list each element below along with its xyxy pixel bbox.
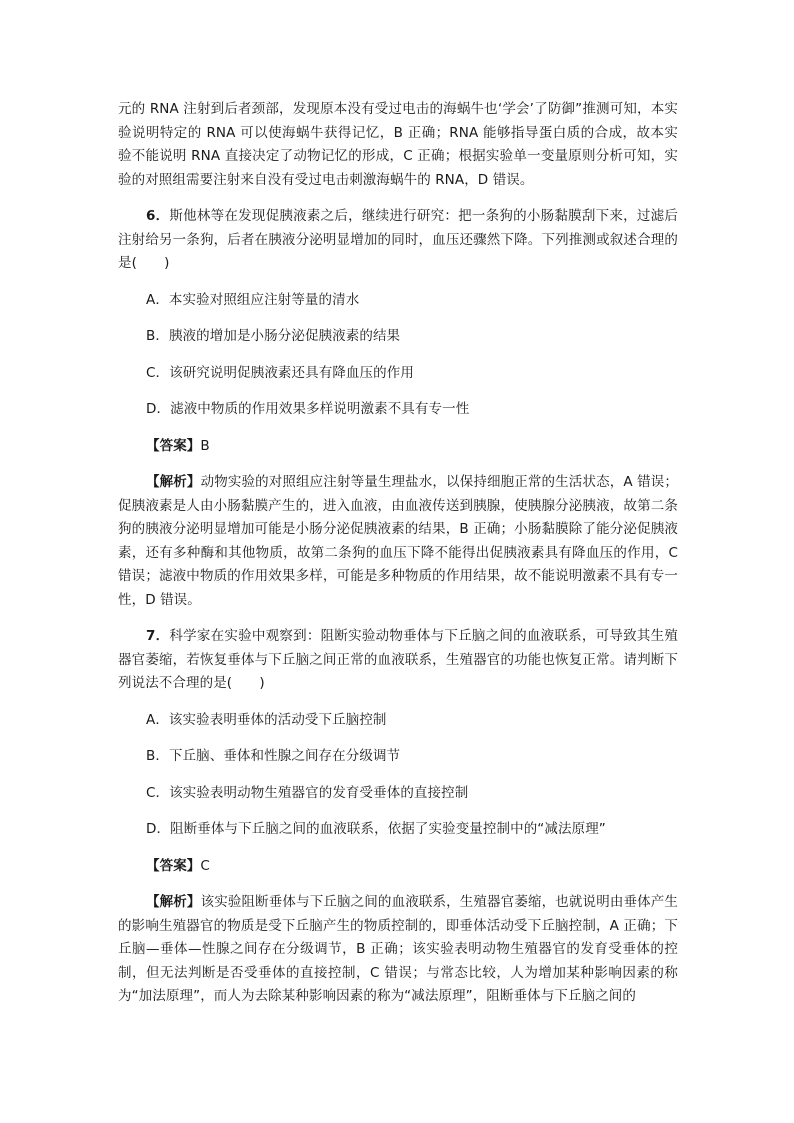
question-7-text: 科学家在实验中观察到：阻断实验动物垂体与下丘脑之间的血液联系，可导致其生殖器官萎缩，若恢复垂体与下丘脑之间正常的血液联系，生殖器官的功能也恢复正常。请判断下列说法不合理的是( ) xyxy=(118,628,679,691)
question-6-analysis xyxy=(118,471,678,612)
document-body xyxy=(118,98,678,1009)
question-6-text: 斯他林等在发现促胰液素之后，继续进行研究：把一条狗的小肠黏膜刮下来，过滤后注射给另一条狗，后者在胰液分泌明显增加的同时，血压还骤然下降。下列推测或叙述合理的是( ) xyxy=(118,208,679,271)
analysis-label: 【解析】 xyxy=(146,894,201,910)
question-7-option-a: A．该实验表明垂体的活动受下丘脑控制 xyxy=(146,711,387,728)
question-6-option-a: A．本实验对照组应注射等量的清水 xyxy=(146,291,360,308)
intro-paragraph: 元的 RNA 注射到后者颈部，发现原本没有受过电击的海蜗牛也‘学会’了防御”推测可知，本实验说明特定的 RNA 可以使海蜗牛获得记忆，B 正确；RNA 能够指导蛋白质的合成，故本实验不能说明 RNA 直接决定了动物记忆的形成，C 正确；根据实验单一变量原则分析可知，实验的对照组需要注射来自没有受过电击刺激海蜗牛的 RNA，D 错误。 xyxy=(118,101,678,188)
answer-value: B xyxy=(200,437,210,454)
question-6-option-d: D．滤液中物质的作用效果多样说明激素不具有专一性 xyxy=(146,401,470,417)
question-7-number: 7． xyxy=(146,628,170,644)
answer-label: 【答案】 xyxy=(146,857,201,874)
question-6-option-c: C．该研究说明促胰液素还具有降血压的作用 xyxy=(146,364,414,381)
analysis-text: 动物实验的对照组应注射等量生理盐水，以保持细胞正常的生活状态，A 错误；促胰液素是人由小肠黏膜产生的，进入血液，由血液传送到胰腺，使胰腺分泌胰液，故第二条狗的胰液分泌明显增加可能是小肠分泌促胰液素的结果，B 正确；小肠黏膜除了能分泌促胰液素，还有多种酶和其他物质，故第二条狗的血压下降不能得出促胰液素具有降血压的作用，C 错误；滤液中物质的作用效果多样，可能是多种物质的作用结果，故不能说明激素不具有专一性，D 错误。 xyxy=(118,474,679,608)
question-7-stem xyxy=(118,625,678,696)
analysis-label: 【解析】 xyxy=(146,474,201,490)
answer-value: C xyxy=(200,857,210,874)
question-7-analysis xyxy=(118,891,678,1009)
question-7-option-b: B．下丘脑、垂体和性腺之间存在分级调节 xyxy=(146,748,401,764)
question-7-option-c: C．该实验表明动物生殖器官的发育受垂体的直接控制 xyxy=(146,784,469,801)
question-7-option-d: D．阻断垂体与下丘脑之间的血液联系，依据了实验变量控制中的“减法原理” xyxy=(146,821,606,837)
question-6-option-b: B．胰液的增加是小肠分泌促胰液素的结果 xyxy=(146,328,401,344)
question-6-answer xyxy=(118,435,678,459)
question-6-stem xyxy=(118,205,678,276)
question-7-answer xyxy=(118,855,678,879)
answer-label: 【答案】 xyxy=(146,437,201,454)
question-6-number: 6． xyxy=(146,208,170,224)
analysis-text: 该实验阻断垂体与下丘脑之间的血液联系，生殖器官萎缩，也就说明由垂体产生的影响生殖器官的物质是受下丘脑产生的物质控制的，即垂体活动受下丘脑控制，A 正确；下丘脑—垂体—性腺之间存在分级调节，B 正确；该实验表明动物生殖器官的发育受垂体的控制，但无法判断是否受垂体的直接控制，C 错误；与常态比较，人为增加某种影响因素的称为“加法原理”，而人为去除某种影响因素的称为“减法原理”，阻断垂体与下丘脑之间的 xyxy=(118,894,679,1004)
